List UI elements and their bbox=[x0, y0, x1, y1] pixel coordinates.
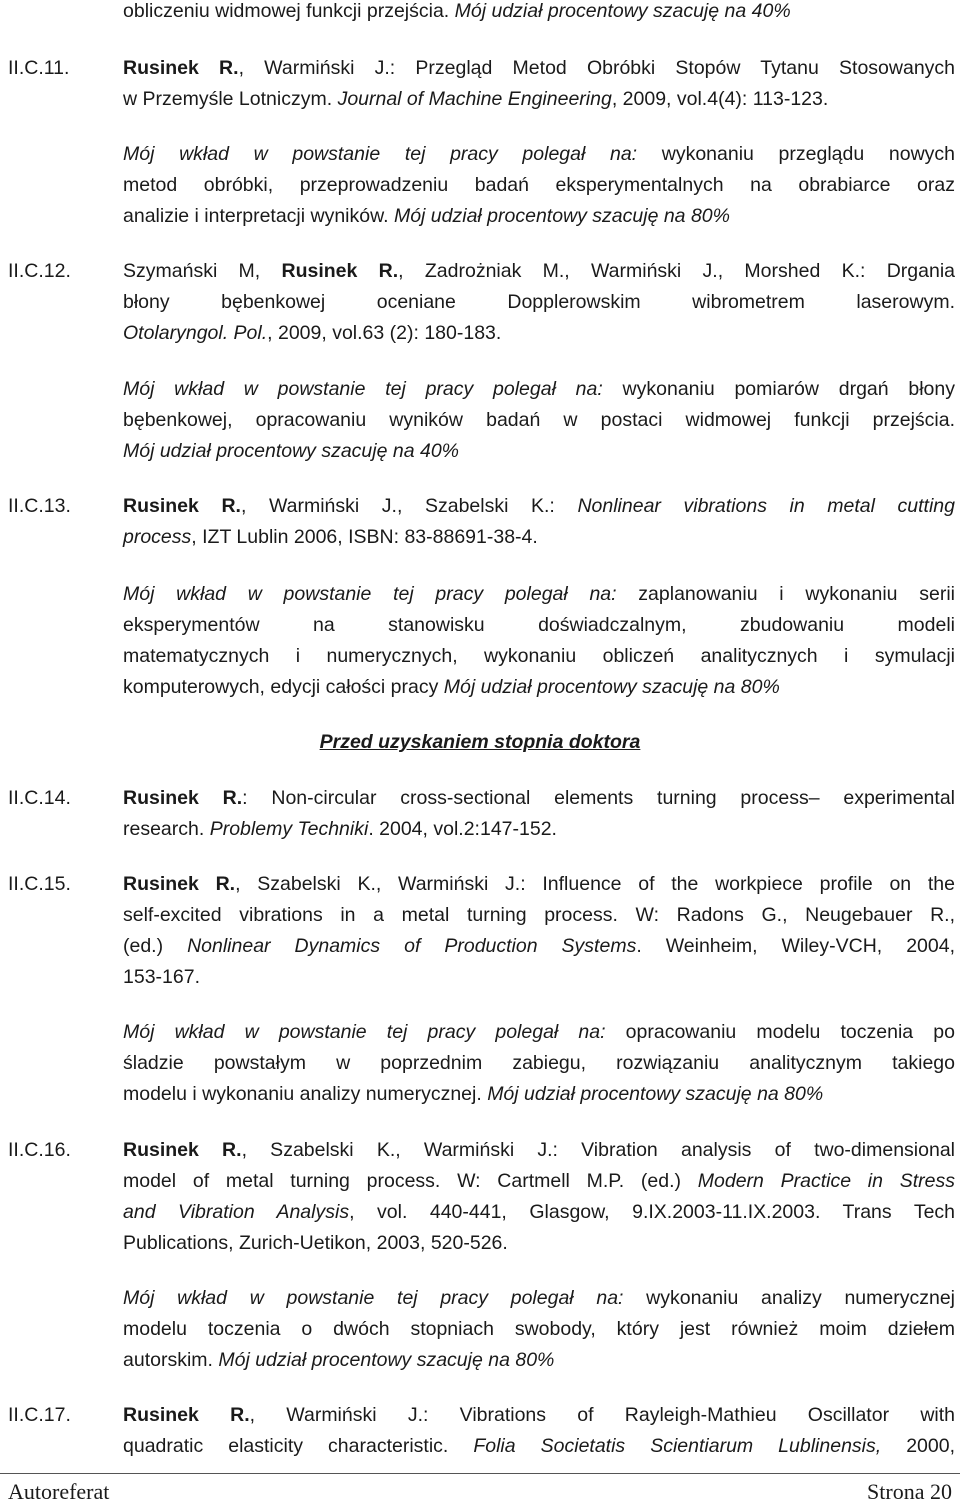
citation-line: 153-167. bbox=[123, 966, 200, 988]
citation-line: Publications, Zurich-Uetikon, 2003, 520-526. bbox=[123, 1232, 508, 1254]
entry-number: II.C.11. bbox=[8, 57, 70, 79]
citation-line: Rusinek R., Warmiński J.: Przegląd Metod Obróbki Stopów Tytanu Stosowanych bbox=[123, 57, 956, 79]
author-name: Rusinek R. bbox=[123, 1404, 250, 1426]
author-name: Rusinek R. bbox=[123, 495, 241, 517]
author-name: Rusinek R. bbox=[123, 57, 239, 79]
citation-line: Otolaryngol. Pol., 2009, vol.63 (2): 180-183. bbox=[123, 322, 502, 344]
journal-name: Journal of Machine Engineering bbox=[337, 88, 612, 110]
contribution-line: eksperymentów na stanowisku doświadczalnym, zbudowaniu modeli bbox=[123, 614, 955, 636]
journal-name: Otolaryngol. Pol. bbox=[123, 322, 268, 344]
citation-line: Rusinek R., Warmiński J., Szabelski K.: Nonlinear vibrations in metal cutting bbox=[123, 495, 955, 517]
author-name: Rusinek R. bbox=[123, 1139, 242, 1161]
footer-label: Autoreferat bbox=[8, 1479, 110, 1504]
citation-line: process, IZT Lublin 2006, ISBN: 83-88691-38-4. bbox=[123, 526, 538, 548]
percentage-note: Mój udział procentowy szacuję na 80% bbox=[443, 676, 780, 698]
book-title: process bbox=[123, 526, 192, 548]
book-title: Modern Practice in Stress bbox=[697, 1170, 955, 1192]
entry-number: II.C.15. bbox=[8, 873, 71, 895]
author-name: Rusinek R. bbox=[123, 873, 236, 895]
citation-line: model of metal turning process. W: Cartmell M.P. (ed.) Modern Practice in Stress bbox=[123, 1170, 955, 1192]
citation-line: Rusinek R.: Non-circular cross-sectional elements turning process– experimental bbox=[123, 787, 955, 809]
percentage-note: Mój udział procentowy szacuję na 40% bbox=[454, 0, 791, 22]
journal-name: Problemy Techniki bbox=[209, 818, 369, 840]
journal-name: Folia Societatis Scientiarum Lublinensis, bbox=[473, 1435, 882, 1457]
citation-line: self-excited vibrations in a metal turning process. W: Radons G., Neugebauer R., bbox=[123, 904, 955, 926]
contribution-line: autorskim. Mój udział procentowy szacuję na 80% bbox=[123, 1349, 555, 1371]
contribution-line: śladzie powstałym w poprzednim zabiegu, rozwiązaniu analitycznym takiego bbox=[123, 1052, 955, 1074]
author-name: Rusinek R. bbox=[281, 260, 399, 282]
book-title: Nonlinear vibrations in metal cutting bbox=[577, 495, 955, 517]
citation-line: Rusinek R., Warmiński J.: Vibrations of Rayleigh-Mathieu Oscillator with bbox=[123, 1404, 956, 1426]
contribution-line: modelu i wykonaniu analizy numerycznej. Mój udział procentowy szacuję na 80% bbox=[123, 1083, 824, 1105]
section-heading: Przed uzyskaniem stopnia doktora bbox=[319, 731, 641, 753]
contribution-line: matematycznych i numerycznych, wykonaniu obliczeń analitycznych i symulacji bbox=[123, 645, 955, 667]
entry-number: II.C.17. bbox=[8, 1404, 71, 1426]
citation-line: and Vibration Analysis, vol. 440-441, Glasgow, 9.IX.2003-11.IX.2003. Trans Tech bbox=[123, 1201, 956, 1223]
citation-line: błony bębenkowej oceniane Dopplerowskim wibrometrem laserowym. bbox=[123, 291, 955, 313]
citation-line: Rusinek R., Szabelski K., Warmiński J.: Vibration analysis of two-dimensional bbox=[123, 1139, 955, 1161]
entry-number: II.C.12. bbox=[8, 260, 71, 282]
citation-line: Rusinek R., Szabelski K., Warmiński J.: Influence of the workpiece profile on the bbox=[123, 873, 955, 895]
contribution-line: modelu toczenia o dwóch stopniach swobody, który jest również moim dziełem bbox=[123, 1318, 955, 1340]
book-title: and Vibration Analysis bbox=[123, 1201, 350, 1223]
contribution-line: Mój wkład w powstanie tej pracy polegał na: wykonaniu analizy numerycznej bbox=[123, 1287, 956, 1309]
citation-line: (ed.) Nonlinear Dynamics of Production Systems. Weinheim, Wiley-VCH, 2004, bbox=[123, 935, 955, 957]
percentage-note: Mój udział procentowy szacuję na 80% bbox=[487, 1083, 824, 1105]
book-title: Nonlinear Dynamics of Production Systems bbox=[187, 935, 637, 957]
entry-number: II.C.16. bbox=[8, 1139, 71, 1161]
citation-line: w Przemyśle Lotniczym. Journal of Machine Engineering, 2009, vol.4(4): 113-123. bbox=[123, 88, 829, 110]
citation-line: research. Problemy Techniki. 2004, vol.2:147-152. bbox=[123, 818, 557, 840]
percentage-note: Mój udział procentowy szacuję na 40% bbox=[123, 440, 460, 462]
contribution-line: Mój wkład w powstanie tej pracy polegał na: wykonaniu przeglądu nowych bbox=[123, 143, 955, 165]
page-number: Strona 20 bbox=[867, 1479, 952, 1504]
citation-line: Szymański M, Rusinek R., Zadrożniak M., Warmiński J., Morshed K.: Drgania bbox=[123, 260, 955, 282]
contribution-line: metod obróbki, przeprowadzeniu badań eksperymentalnych na obrabiarce oraz bbox=[123, 174, 955, 196]
contribution-line: komputerowych, edycji całości pracy Mój udział procentowy szacuję na 80% bbox=[123, 676, 780, 698]
citation-line: quadratic elasticity characteristic. Folia Societatis Scientiarum Lublinensis, 2000, bbox=[123, 1435, 955, 1457]
footer-divider bbox=[0, 1473, 960, 1474]
contribution-line: analizie i interpretacji wyników. Mój udział procentowy szacuję na 80% bbox=[123, 205, 730, 227]
entry-number: II.C.13. bbox=[8, 495, 71, 517]
percentage-note: Mój udział procentowy szacuję na 80% bbox=[393, 205, 730, 227]
text-line: obliczeniu widmowej funkcji przejścia. Mój udział procentowy szacuję na 40% bbox=[123, 0, 791, 22]
contribution-line: Mój wkład w powstanie tej pracy polegał na: zaplanowaniu i wykonaniu serii bbox=[123, 583, 955, 605]
contribution-line: Mój wkład w powstanie tej pracy polegał na: opracowaniu modelu toczenia po bbox=[123, 1021, 955, 1043]
author-name: Rusinek R. bbox=[123, 787, 243, 809]
contribution-line: Mój wkład w powstanie tej pracy polegał na: wykonaniu pomiarów drgań błony bbox=[123, 378, 955, 400]
percentage-note: Mój udział procentowy szacuję na 80% bbox=[218, 1349, 555, 1371]
entry-number: II.C.14. bbox=[8, 787, 71, 809]
contribution-line: bębenkowej, opracowaniu wyników badań w postaci widmowej funkcji przejścia. bbox=[123, 409, 955, 431]
